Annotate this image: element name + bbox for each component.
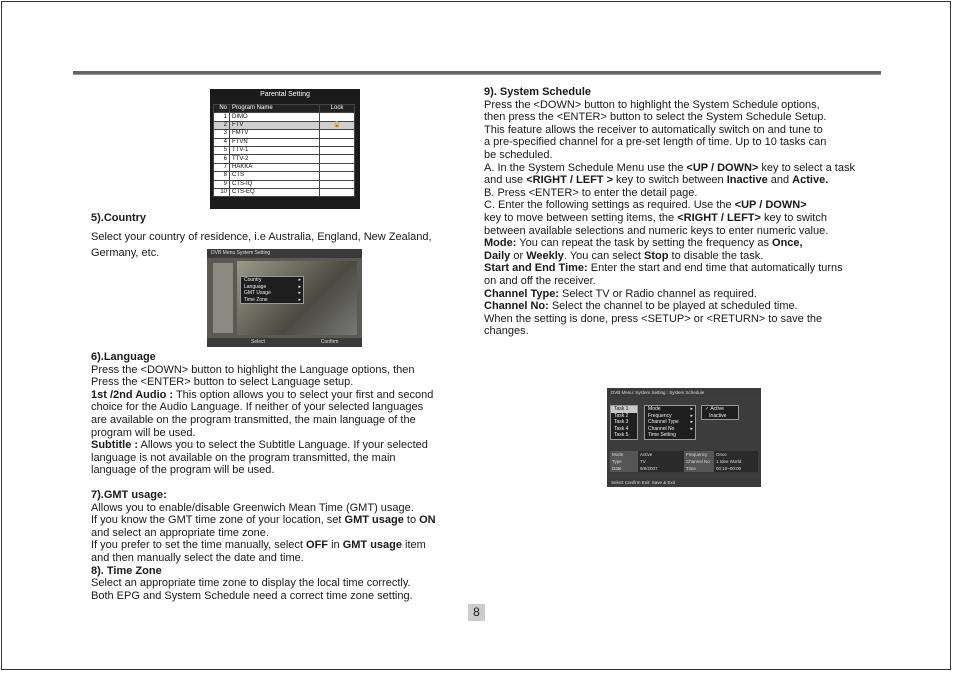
row-number: 2: [214, 121, 230, 129]
screen-footer: Select Confirm Exit: Save & Exit: [607, 478, 761, 487]
option-time-setting[interactable]: Time Setting: [648, 432, 676, 438]
task-item[interactable]: Task 3: [614, 419, 629, 425]
row-number: 7: [214, 163, 230, 171]
option-frequency[interactable]: Frequency ▸: [648, 412, 693, 419]
col-header-no: No: [214, 105, 230, 113]
menu-item-language[interactable]: Language ▸: [244, 283, 301, 290]
arrow-right-icon: ▸: [690, 412, 693, 419]
arrow-right-icon: ▸: [690, 419, 693, 425]
program-name: DIMO: [230, 113, 320, 121]
task-item[interactable]: Task 2: [614, 412, 629, 419]
col-header-lock: Lock: [320, 105, 355, 113]
language-heading: 6).Language: [91, 351, 156, 363]
option-mode[interactable]: Mode ▸: [648, 406, 693, 412]
info-value2: 00:10~00:00: [714, 465, 758, 472]
program-name: CTS: [230, 172, 320, 180]
col-header-name: Program Name: [230, 105, 320, 113]
footer-select: Select: [251, 339, 265, 345]
row-number: 8: [214, 172, 230, 180]
table-row[interactable]: [214, 172, 355, 180]
program-name: CTS-EQ: [230, 188, 320, 196]
lock-cell: [320, 155, 355, 163]
screen-footer: [207, 338, 362, 347]
row-number: 5: [214, 146, 230, 154]
country-heading: 5).Country: [91, 212, 146, 224]
info-value: 9/6/2007: [638, 465, 684, 472]
lock-cell: 🔒: [320, 121, 355, 129]
gmt-heading: 7).GMT usage:: [91, 489, 167, 501]
table-row[interactable]: [214, 138, 355, 146]
system-schedule-heading: 9). System Schedule: [484, 86, 591, 98]
system-schedule-screenshot: [607, 388, 761, 487]
table-row[interactable]: [214, 188, 355, 196]
table-header-row: [214, 105, 355, 113]
row-number: 1: [214, 113, 230, 121]
program-name: FTV: [230, 121, 320, 129]
row-number: 9: [214, 180, 230, 188]
lock-cell: [320, 180, 355, 188]
row-number: 4: [214, 138, 230, 146]
page-number: 8: [468, 604, 485, 621]
lock-cell: [320, 188, 355, 196]
menu-item-country[interactable]: Country ▸: [244, 277, 301, 283]
program-name: CTS-IQ: [230, 180, 320, 188]
info-label: Type: [610, 458, 638, 465]
task-item[interactable]: Task 1: [611, 406, 637, 413]
program-name: TTV-2: [230, 155, 320, 163]
arrow-right-icon: ▸: [690, 406, 693, 412]
system-schedule-section: 9). System Schedule Press the <DOWN> button to highlight the System Schedule options, then press the <ENTER> button to select the System Schedule Setup. This feature allows the receiver to automatically switch on and tune to a pre-specified channel for a pre-set length of time. Up to 10 tasks can be scheduled. A. In the System Schedule Menu use the <UP / DOWN> key to select a task and use <RIGHT / LEFT > key to switch between Inactive and Active. B. Press <ENTER> to enter the detail page. C. Enter the following settings as required. Use the <UP / DOWN> key to move between setting items, the <RIGHT / LEFT> key to switch between available selections and numeric keys to enter numeric value. Mode: You can repeat the task by setting the frequency as Once, Daily or Weekly. You can select Stop to disable the task. Start and End Time: Enter the start and end time that automatically turns on and off the receiver. Channel Type: Select TV or Radio channel as required. Channel No: Select the channel to be played at scheduled time. When the setting is done, press <SETUP> or <RETURN> to save the changes.: [484, 86, 855, 338]
schedule-options-menu: [644, 405, 696, 440]
schedule-info: [610, 451, 758, 472]
program-name: TTV-1: [230, 146, 320, 154]
info-label2: Time: [684, 465, 714, 472]
info-label2: Channel No: [684, 458, 714, 465]
system-setting-screenshot: [207, 249, 362, 347]
icon-column: [213, 263, 233, 333]
info-value2: Once: [714, 451, 758, 458]
menu-item-time-zone[interactable]: Time Zone ▸: [244, 296, 301, 303]
time-zone-heading: 8). Time Zone: [91, 564, 162, 577]
table-row[interactable]: [214, 146, 355, 154]
info-value: TV: [638, 458, 684, 465]
state-menu: [701, 405, 739, 420]
footer-confirm: Confirm: [320, 339, 339, 345]
arrow-right-icon: ▸: [690, 425, 693, 432]
info-row: [610, 458, 758, 465]
parental-title: Parental Setting: [260, 91, 310, 98]
table-row[interactable]: [214, 121, 355, 129]
country-section: [91, 212, 146, 225]
check-icon: ✓: [705, 406, 710, 412]
program-name: FMTV: [230, 130, 320, 138]
country-body: Select your country of residence, i.e Australia, England, New Zealand, Germany, etc.: [91, 231, 432, 259]
arrow-right-icon: ▸: [298, 296, 301, 303]
lock-cell: [320, 163, 355, 171]
system-setting-menu: [240, 276, 304, 304]
task-item[interactable]: Task 5: [614, 432, 629, 438]
info-value2: 1 Idee World: [714, 458, 758, 465]
lock-cell: [320, 172, 355, 180]
program-name: HAKKA: [230, 163, 320, 171]
menu-item-gmt-usage[interactable]: GMT Usage ▸: [244, 290, 301, 296]
arrow-right-icon: ▸: [298, 290, 301, 296]
table-row[interactable]: [214, 113, 355, 121]
row-number: 6: [214, 155, 230, 163]
table-row[interactable]: [214, 130, 355, 138]
info-label: Date: [610, 465, 638, 472]
info-row: [610, 465, 758, 472]
info-value: Active: [638, 451, 684, 458]
gmt-section: 7).GMT usage: Allows you to enable/disable Greenwich Mean Time (GMT) usage. If you know the GMT time zone of your location, set GMT usage to ON and select an appropriate time zone. If you prefer to set the time manually, select OFF in GMT usage item and then manually select the date and time. 8). Time Zone Select an appropriate time zone to display the local time correctly. Both EPG and System Schedule need a correct time zone setting.: [91, 489, 436, 602]
arrow-right-icon: ▸: [298, 277, 301, 283]
info-label2: Frequency: [684, 451, 714, 458]
screen-title: DVB Menu: System Setting : System Schedule: [607, 388, 761, 397]
state-active[interactable]: ✓ Active: [705, 406, 724, 412]
lock-cell: [320, 138, 355, 146]
info-label: Mode: [610, 451, 638, 458]
option-channel-no[interactable]: Channel No ▸: [648, 425, 693, 432]
state-inactive[interactable]: Inactive: [709, 412, 727, 419]
program-name: FTVN: [230, 138, 320, 146]
header-rule: [73, 71, 881, 75]
table-row[interactable]: [214, 180, 355, 188]
parental-setting-screenshot: [210, 89, 360, 209]
row-number: 3: [214, 130, 230, 138]
option-channel-type[interactable]: Channel Type ▸: [648, 419, 693, 425]
task-item[interactable]: Task 4: [614, 425, 629, 432]
row-number: 10: [214, 188, 230, 196]
lock-cell: [320, 130, 355, 138]
screen-title: DVB Menu System Setting: [207, 249, 362, 258]
arrow-right-icon: ▸: [298, 283, 301, 290]
parental-table: [213, 104, 355, 197]
lock-cell: [320, 146, 355, 154]
info-row: [610, 451, 758, 458]
task-list: [610, 405, 638, 440]
table-row[interactable]: [214, 155, 355, 163]
lock-cell: [320, 113, 355, 121]
table-row[interactable]: [214, 163, 355, 171]
language-section: 6).Language Press the <DOWN> button to highlight the Language options, then Press the <ENTER> button to select Language setup. 1st /2nd Audio : This option allows you to select your first and second choice for the Audio Language. If neither of your selected languages are available on the program transmitted, the main language of the program will be used. Subtitle : Allows you to select the Subtitle Language. If your selected language is not available on the program transmitted, the main language of the program will be used.: [91, 351, 434, 477]
